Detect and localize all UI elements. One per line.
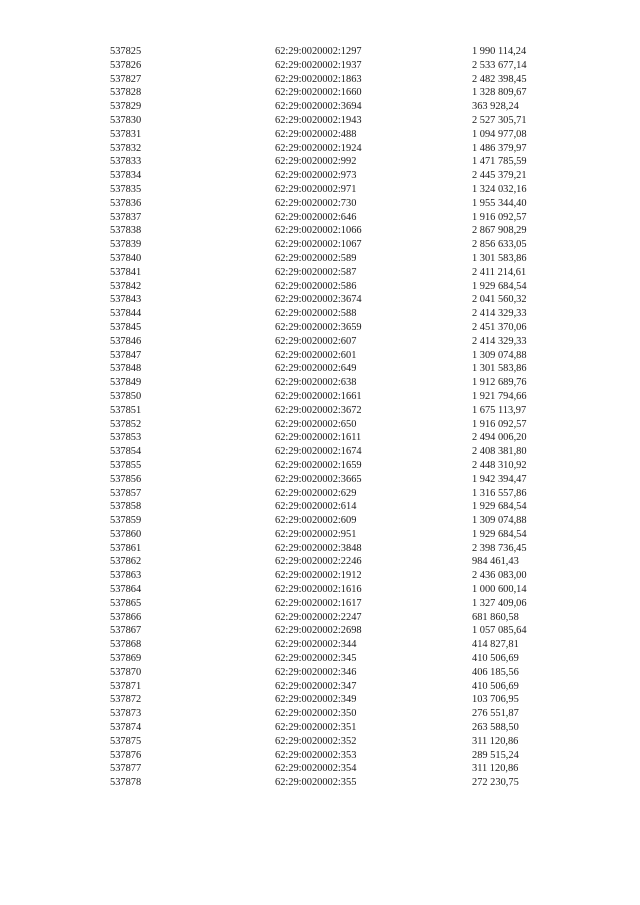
table-row <box>110 721 572 735</box>
table-row <box>110 666 572 680</box>
cadastral-number-cell: 62:29:0020002:355 <box>275 777 357 789</box>
cadastral-number-cell: 62:29:0020002:3694 <box>275 101 362 113</box>
cadastral-number-cell: 62:29:0020002:344 <box>275 639 357 651</box>
cadastral-number-cell: 62:29:0020002:353 <box>275 749 357 761</box>
cadastral-number-cell: 62:29:0020002:607 <box>275 335 357 347</box>
cadastral-value-cell: 1 955 344,40 <box>472 197 527 209</box>
cadastral-number-cell: 62:29:0020002:349 <box>275 694 357 706</box>
table-row <box>110 100 572 114</box>
row-number-cell: 537829 <box>110 101 142 113</box>
row-number-cell: 537871 <box>110 680 142 692</box>
cadastral-value-cell: 311 120,86 <box>472 735 519 747</box>
row-number-cell: 537856 <box>110 473 142 485</box>
table-row <box>110 569 572 583</box>
cadastral-value-cell: 1 301 583,86 <box>472 363 527 375</box>
cadastral-number-cell: 62:29:0020002:992 <box>275 156 357 168</box>
cadastral-value-cell: 2 445 379,21 <box>472 170 527 182</box>
table-row <box>110 197 572 211</box>
cadastral-number-cell: 62:29:0020002:3672 <box>275 404 362 416</box>
cadastral-number-cell: 62:29:0020002:1912 <box>275 570 362 582</box>
cadastral-value-cell: 1 912 689,76 <box>472 377 527 389</box>
table-row <box>110 293 572 307</box>
row-number-cell: 537828 <box>110 87 142 99</box>
cadastral-number-cell: 62:29:0020002:638 <box>275 377 357 389</box>
table-row <box>110 280 572 294</box>
cadastral-number-cell: 62:29:0020002:1674 <box>275 446 362 458</box>
cadastral-number-cell: 62:29:0020002:488 <box>275 128 357 140</box>
row-number-cell: 537877 <box>110 763 142 775</box>
table-row <box>110 652 572 666</box>
cadastral-value-cell: 2 482 398,45 <box>472 73 527 85</box>
cadastral-value-table <box>110 45 572 790</box>
table-row <box>110 528 572 542</box>
cadastral-number-cell: 62:29:0020002:609 <box>275 515 357 527</box>
cadastral-number-cell: 62:29:0020002:352 <box>275 735 357 747</box>
row-number-cell: 537878 <box>110 777 142 789</box>
cadastral-value-cell: 1 675 113,97 <box>472 404 527 416</box>
table-row <box>110 335 572 349</box>
table-row <box>110 611 572 625</box>
row-number-cell: 537855 <box>110 459 142 471</box>
row-number-cell: 537861 <box>110 542 142 554</box>
cadastral-number-cell: 62:29:0020002:345 <box>275 653 357 665</box>
table-row <box>110 542 572 556</box>
cadastral-value-cell: 276 551,87 <box>472 708 519 720</box>
table-row <box>110 362 572 376</box>
table-row <box>110 707 572 721</box>
table-row <box>110 390 572 404</box>
row-number-cell: 537842 <box>110 280 142 292</box>
table-row <box>110 418 572 432</box>
table-row <box>110 321 572 335</box>
cadastral-number-cell: 62:29:0020002:589 <box>275 252 357 264</box>
table-row <box>110 114 572 128</box>
cadastral-number-cell: 62:29:0020002:351 <box>275 722 357 734</box>
row-number-cell: 537869 <box>110 653 142 665</box>
cadastral-value-cell: 2 451 370,06 <box>472 321 527 333</box>
cadastral-number-cell: 62:29:0020002:1863 <box>275 73 362 85</box>
row-number-cell: 537850 <box>110 390 142 402</box>
row-number-cell: 537864 <box>110 584 142 596</box>
cadastral-number-cell: 62:29:0020002:587 <box>275 266 357 278</box>
row-number-cell: 537843 <box>110 294 142 306</box>
row-number-cell: 537830 <box>110 114 142 126</box>
cadastral-number-cell: 62:29:0020002:3848 <box>275 542 362 554</box>
row-number-cell: 537839 <box>110 239 142 251</box>
table-row <box>110 266 572 280</box>
cadastral-value-cell: 1 990 114,24 <box>472 46 527 57</box>
cadastral-number-cell: 62:29:0020002:2247 <box>275 611 362 623</box>
cadastral-number-cell: 62:29:0020002:649 <box>275 363 357 375</box>
row-number-cell: 537857 <box>110 487 142 499</box>
row-number-cell: 537876 <box>110 749 142 761</box>
cadastral-value-cell: 2 867 908,29 <box>472 225 527 237</box>
row-number-cell: 537870 <box>110 666 142 678</box>
table-row <box>110 224 572 238</box>
table-row <box>110 638 572 652</box>
table-row <box>110 500 572 514</box>
table-row <box>110 142 572 156</box>
cadastral-value-cell: 2 411 214,61 <box>472 266 527 278</box>
cadastral-number-cell: 62:29:0020002:3659 <box>275 321 362 333</box>
table-row <box>110 252 572 266</box>
row-number-cell: 537838 <box>110 225 142 237</box>
row-number-cell: 537831 <box>110 128 142 140</box>
row-number-cell: 537852 <box>110 418 142 430</box>
cadastral-value-cell: 263 588,50 <box>472 722 519 734</box>
cadastral-value-cell: 1 309 074,88 <box>472 349 527 361</box>
cadastral-value-cell: 103 706,95 <box>472 694 519 706</box>
cadastral-value-cell: 1 328 809,67 <box>472 87 527 99</box>
cadastral-value-cell: 1 327 409,06 <box>472 597 527 609</box>
row-number-cell: 537872 <box>110 694 142 706</box>
cadastral-value-cell: 2 414 329,33 <box>472 308 527 320</box>
cadastral-value-cell: 2 398 736,45 <box>472 542 527 554</box>
cadastral-value-cell: 1 316 557,86 <box>472 487 527 499</box>
cadastral-value-cell: 2 533 677,14 <box>472 59 527 71</box>
cadastral-value-cell: 1 942 394,47 <box>472 473 527 485</box>
cadastral-number-cell: 62:29:0020002:347 <box>275 680 357 692</box>
row-number-cell: 537868 <box>110 639 142 651</box>
table-row <box>110 404 572 418</box>
cadastral-value-cell: 2 527 305,71 <box>472 114 527 126</box>
table-row <box>110 155 572 169</box>
table-row <box>110 680 572 694</box>
row-number-cell: 537863 <box>110 570 142 582</box>
table-row <box>110 473 572 487</box>
table-row <box>110 749 572 763</box>
table-row <box>110 762 572 776</box>
table-row <box>110 349 572 363</box>
cadastral-number-cell: 62:29:0020002:2698 <box>275 625 362 637</box>
cadastral-value-cell: 2 408 381,80 <box>472 446 527 458</box>
row-number-cell: 537854 <box>110 446 142 458</box>
row-number-cell: 537867 <box>110 625 142 637</box>
cadastral-value-cell: 2 494 006,20 <box>472 432 527 444</box>
row-number-cell: 537833 <box>110 156 142 168</box>
cadastral-value-cell: 1 471 785,59 <box>472 156 527 168</box>
table-row <box>110 169 572 183</box>
cadastral-number-cell: 62:29:0020002:1937 <box>275 59 362 71</box>
cadastral-number-cell: 62:29:0020002:1611 <box>275 432 362 444</box>
cadastral-value-cell: 1 000 600,14 <box>472 584 527 596</box>
cadastral-number-cell: 62:29:0020002:646 <box>275 211 357 223</box>
cadastral-value-cell: 984 461,43 <box>472 556 519 568</box>
table-row <box>110 597 572 611</box>
cadastral-number-cell: 62:29:0020002:586 <box>275 280 357 292</box>
cadastral-number-cell: 62:29:0020002:730 <box>275 197 357 209</box>
row-number-cell: 537835 <box>110 183 142 195</box>
cadastral-value-cell: 410 506,69 <box>472 680 519 692</box>
table-row <box>110 445 572 459</box>
table-row <box>110 376 572 390</box>
row-number-cell: 537866 <box>110 611 142 623</box>
table-row <box>110 555 572 569</box>
table-row <box>110 514 572 528</box>
cadastral-value-cell: 410 506,69 <box>472 653 519 665</box>
row-number-cell: 537845 <box>110 321 142 333</box>
row-number-cell: 537859 <box>110 515 142 527</box>
table-row <box>110 238 572 252</box>
table-row <box>110 693 572 707</box>
cadastral-value-cell: 2 436 083,00 <box>472 570 527 582</box>
row-number-cell: 537851 <box>110 404 142 416</box>
row-number-cell: 537875 <box>110 735 142 747</box>
cadastral-number-cell: 62:29:0020002:350 <box>275 708 357 720</box>
cadastral-value-cell: 1 916 092,57 <box>472 418 527 430</box>
cadastral-number-cell: 62:29:0020002:601 <box>275 349 357 361</box>
row-number-cell: 537834 <box>110 170 142 182</box>
cadastral-value-cell: 1 094 977,08 <box>472 128 527 140</box>
cadastral-value-cell: 1 929 684,54 <box>472 280 527 292</box>
cadastral-value-cell: 1 921 794,66 <box>472 390 527 402</box>
cadastral-number-cell: 62:29:0020002:588 <box>275 308 357 320</box>
row-number-cell: 537841 <box>110 266 142 278</box>
cadastral-value-cell: 2 414 329,33 <box>472 335 527 347</box>
cadastral-number-cell: 62:29:0020002:1066 <box>275 225 362 237</box>
cadastral-number-cell: 62:29:0020002:1924 <box>275 142 362 154</box>
cadastral-number-cell: 62:29:0020002:1943 <box>275 114 362 126</box>
row-number-cell: 537874 <box>110 722 142 734</box>
cadastral-number-cell: 62:29:0020002:1617 <box>275 597 362 609</box>
row-number-cell: 537873 <box>110 708 142 720</box>
cadastral-number-cell: 62:29:0020002:2246 <box>275 556 362 568</box>
cadastral-number-cell: 62:29:0020002:3674 <box>275 294 362 306</box>
row-number-cell: 537853 <box>110 432 142 444</box>
cadastral-number-cell: 62:29:0020002:650 <box>275 418 357 430</box>
cadastral-value-cell: 2 448 310,92 <box>472 459 527 471</box>
table-row <box>110 183 572 197</box>
cadastral-value-cell: 289 515,24 <box>472 749 519 761</box>
cadastral-number-cell: 62:29:0020002:629 <box>275 487 357 499</box>
table-row <box>110 624 572 638</box>
table-body <box>110 45 572 790</box>
cadastral-number-cell: 62:29:0020002:1067 <box>275 239 362 251</box>
table-row <box>110 128 572 142</box>
cadastral-value-cell: 414 827,81 <box>472 639 519 651</box>
row-number-cell: 537840 <box>110 252 142 264</box>
row-number-cell: 537832 <box>110 142 142 154</box>
cadastral-value-cell: 311 120,86 <box>472 763 519 775</box>
cadastral-value-cell: 1 916 092,57 <box>472 211 527 223</box>
row-number-cell: 537858 <box>110 501 142 513</box>
cadastral-number-cell: 62:29:0020002:346 <box>275 666 357 678</box>
table-row <box>110 45 572 59</box>
cadastral-number-cell: 62:29:0020002:1297 <box>275 46 362 57</box>
table-row <box>110 86 572 100</box>
table-row <box>110 73 572 87</box>
row-number-cell: 537825 <box>110 46 142 57</box>
cadastral-value-cell: 1 486 379,97 <box>472 142 527 154</box>
row-number-cell: 537847 <box>110 349 142 361</box>
cadastral-number-cell: 62:29:0020002:3665 <box>275 473 362 485</box>
table-row <box>110 776 572 790</box>
cadastral-value-cell: 1 309 074,88 <box>472 515 527 527</box>
row-number-cell: 537836 <box>110 197 142 209</box>
table-row <box>110 431 572 445</box>
cadastral-number-cell: 62:29:0020002:1659 <box>275 459 362 471</box>
cadastral-number-cell: 62:29:0020002:614 <box>275 501 357 513</box>
row-number-cell: 537846 <box>110 335 142 347</box>
cadastral-value-cell: 406 185,56 <box>472 666 519 678</box>
table-row <box>110 583 572 597</box>
table-row <box>110 307 572 321</box>
table-row <box>110 59 572 73</box>
row-number-cell: 537862 <box>110 556 142 568</box>
cadastral-number-cell: 62:29:0020002:1616 <box>275 584 362 596</box>
cadastral-value-cell: 272 230,75 <box>472 777 519 789</box>
cadastral-value-cell: 681 860,58 <box>472 611 519 623</box>
cadastral-value-cell: 1 057 085,64 <box>472 625 527 637</box>
table-row <box>110 735 572 749</box>
row-number-cell: 537848 <box>110 363 142 375</box>
table-row <box>110 211 572 225</box>
cadastral-value-cell: 363 928,24 <box>472 101 519 113</box>
cadastral-number-cell: 62:29:0020002:973 <box>275 170 357 182</box>
row-number-cell: 537849 <box>110 377 142 389</box>
cadastral-number-cell: 62:29:0020002:1660 <box>275 87 362 99</box>
row-number-cell: 537844 <box>110 308 142 320</box>
cadastral-value-cell: 1 301 583,86 <box>472 252 527 264</box>
row-number-cell: 537827 <box>110 73 142 85</box>
row-number-cell: 537837 <box>110 211 142 223</box>
row-number-cell: 537826 <box>110 59 142 71</box>
cadastral-number-cell: 62:29:0020002:971 <box>275 183 357 195</box>
row-number-cell: 537860 <box>110 528 142 540</box>
cadastral-number-cell: 62:29:0020002:1661 <box>275 390 362 402</box>
table-row <box>110 487 572 501</box>
table-row <box>110 459 572 473</box>
cadastral-value-cell: 1 324 032,16 <box>472 183 527 195</box>
cadastral-number-cell: 62:29:0020002:354 <box>275 763 357 775</box>
cadastral-value-cell: 1 929 684,54 <box>472 528 527 540</box>
row-number-cell: 537865 <box>110 597 142 609</box>
cadastral-value-cell: 2 041 560,32 <box>472 294 527 306</box>
cadastral-value-cell: 1 929 684,54 <box>472 501 527 513</box>
cadastral-number-cell: 62:29:0020002:951 <box>275 528 357 540</box>
cadastral-value-cell: 2 856 633,05 <box>472 239 527 251</box>
